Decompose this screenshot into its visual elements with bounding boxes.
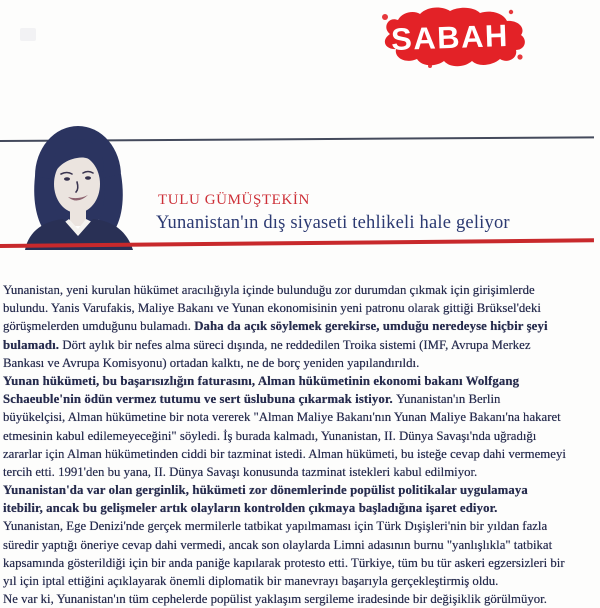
article-line	[3, 408, 600, 426]
column-headline: Yunanistan'ın dış siyaseti tehlikeli hale geliyor	[156, 213, 510, 233]
article-text-segment: Yunanistan'ın Berlin	[396, 392, 501, 407]
logo-splatter	[428, 64, 432, 68]
article-line	[3, 372, 600, 390]
article-line	[3, 445, 600, 463]
article-line	[3, 336, 600, 354]
scan-smudge	[20, 28, 36, 41]
article-text-segment: Yunanistan, Ege Denizi'nde gerçek mermilerle tatbikat yapılmaması için Türk Dışişleri'nin bir yıldan fazla	[3, 519, 548, 534]
article-line	[3, 517, 600, 535]
author-name: TULU GÜMÜŞTEKİN	[158, 192, 310, 208]
article-text-segment: yıl için iptal ettiğini açıklayarak önemli diplomatik bir manevrayı başarıyla gerçekleştirmiş oldu.	[3, 574, 499, 588]
article-text-segment: itebilir, ancak bu gelişmeler artık olayların kontrolden çıkmaya başladığına işaret ediyor.	[3, 501, 498, 516]
logo-splatter	[517, 54, 522, 59]
article-text-segment: Ne var ki, Yunanistan'ın tüm cephelerde popülist yaklaşım sergileme iradesinde bir değişiklik görülmüyor.	[3, 592, 547, 607]
logo-splatter	[382, 14, 388, 20]
article-line	[3, 317, 600, 335]
article-line	[3, 299, 600, 317]
article-text-segment: Bankası ve Avrupa Komisyonu) ortadan kalktı, ne de borç yeniden yapılandırıldı.	[3, 355, 420, 370]
article-text-segment: büyükelçisi, Alman hükümetine bir nota vererek "Alman Maliye Bakanı'nın Yunan Maliye Bakanı'na hakaret	[3, 410, 561, 425]
article-text-segment: süredir yaptığı öneriye cevap dahi vermedi, ancak son olaylarda Limni adasının burnu "yanlışlıkla" tatbikat	[3, 537, 553, 552]
article-line	[3, 536, 600, 554]
logo-splatter	[509, 10, 513, 14]
columnist-photo	[25, 126, 135, 250]
article-text-segment: bulundu. Yanis Varufakis, Maliye Bakanı ve Yunan ekonomisinin yeni patronu olarak gittiği Brüksel'deki	[3, 301, 541, 316]
article-line	[3, 281, 600, 299]
article-text-segment: etmesinin kabul edilemeyeceğini" söyledi. İş burada kalmadı, Yunanistan, II. Dünya Savaşı'nda uğradığı	[3, 428, 537, 443]
sabah-logo	[368, 4, 532, 70]
article-line	[3, 481, 600, 499]
logo-text: SABAH	[390, 17, 510, 58]
portrait-eye-right	[85, 176, 91, 179]
portrait-eye-left	[64, 177, 70, 180]
article-body	[3, 281, 600, 608]
article-line	[3, 499, 600, 517]
article-text-segment: görüşmelerden umduğunu bulamadı.	[3, 319, 195, 334]
article-line	[3, 572, 600, 590]
article-text-segment: Schaeuble'nin ödün vermez tutumu ve sert üslubuna çıkarmak istiyor.	[3, 392, 397, 407]
article-line	[3, 554, 600, 572]
article-line	[3, 463, 600, 481]
article-text-segment: kapsamında gösterildiği için bir anda paniğe kapılarak protesto etti. Türkiye, tüm bu tür askeri egzersizleri bir	[3, 555, 565, 570]
article-text-segment: Yunanistan, yeni kurulan hükümet aracılığıyla içinde bulunduğu zor durumdan çıkmak için girişimlerde	[3, 283, 535, 297]
article-text-segment: Yunan hükümeti, bu başarısızlığın faturasını, Alman hükümetinin ekonomi bakanı Wolfgang	[3, 373, 520, 388]
article-line	[3, 354, 600, 372]
article-text-segment: Dört aylık bir nefes alma süreci dışında, ne reddedilen Troika sistemi (IMF, Avrupa Merkez	[62, 337, 531, 352]
article-line	[3, 390, 600, 408]
article-text-segment: tercih etti. 1991'den bu yana, II. Dünya Savaşı konusunda tazminat istekleri kabul edilmiyor.	[3, 464, 478, 479]
article-text-segment: bulamadı.	[3, 337, 63, 352]
article-text-segment: Daha da açık söylemek gerekirse, umduğu neredeyse hiçbir şeyi	[194, 319, 548, 334]
article-text-segment: zararlar için Alman hükümetinden ciddi bir tazminat istedi. Alman hükümeti, bu isteğe cevap dahi vermemeyi	[3, 446, 566, 461]
article-text-segment: Yunanistan'da var olan gerginlik, hükümeti zor dönemlerinde popülist politikalar uygulamaya	[3, 483, 528, 498]
article-line	[3, 590, 600, 608]
article-line	[3, 427, 600, 445]
